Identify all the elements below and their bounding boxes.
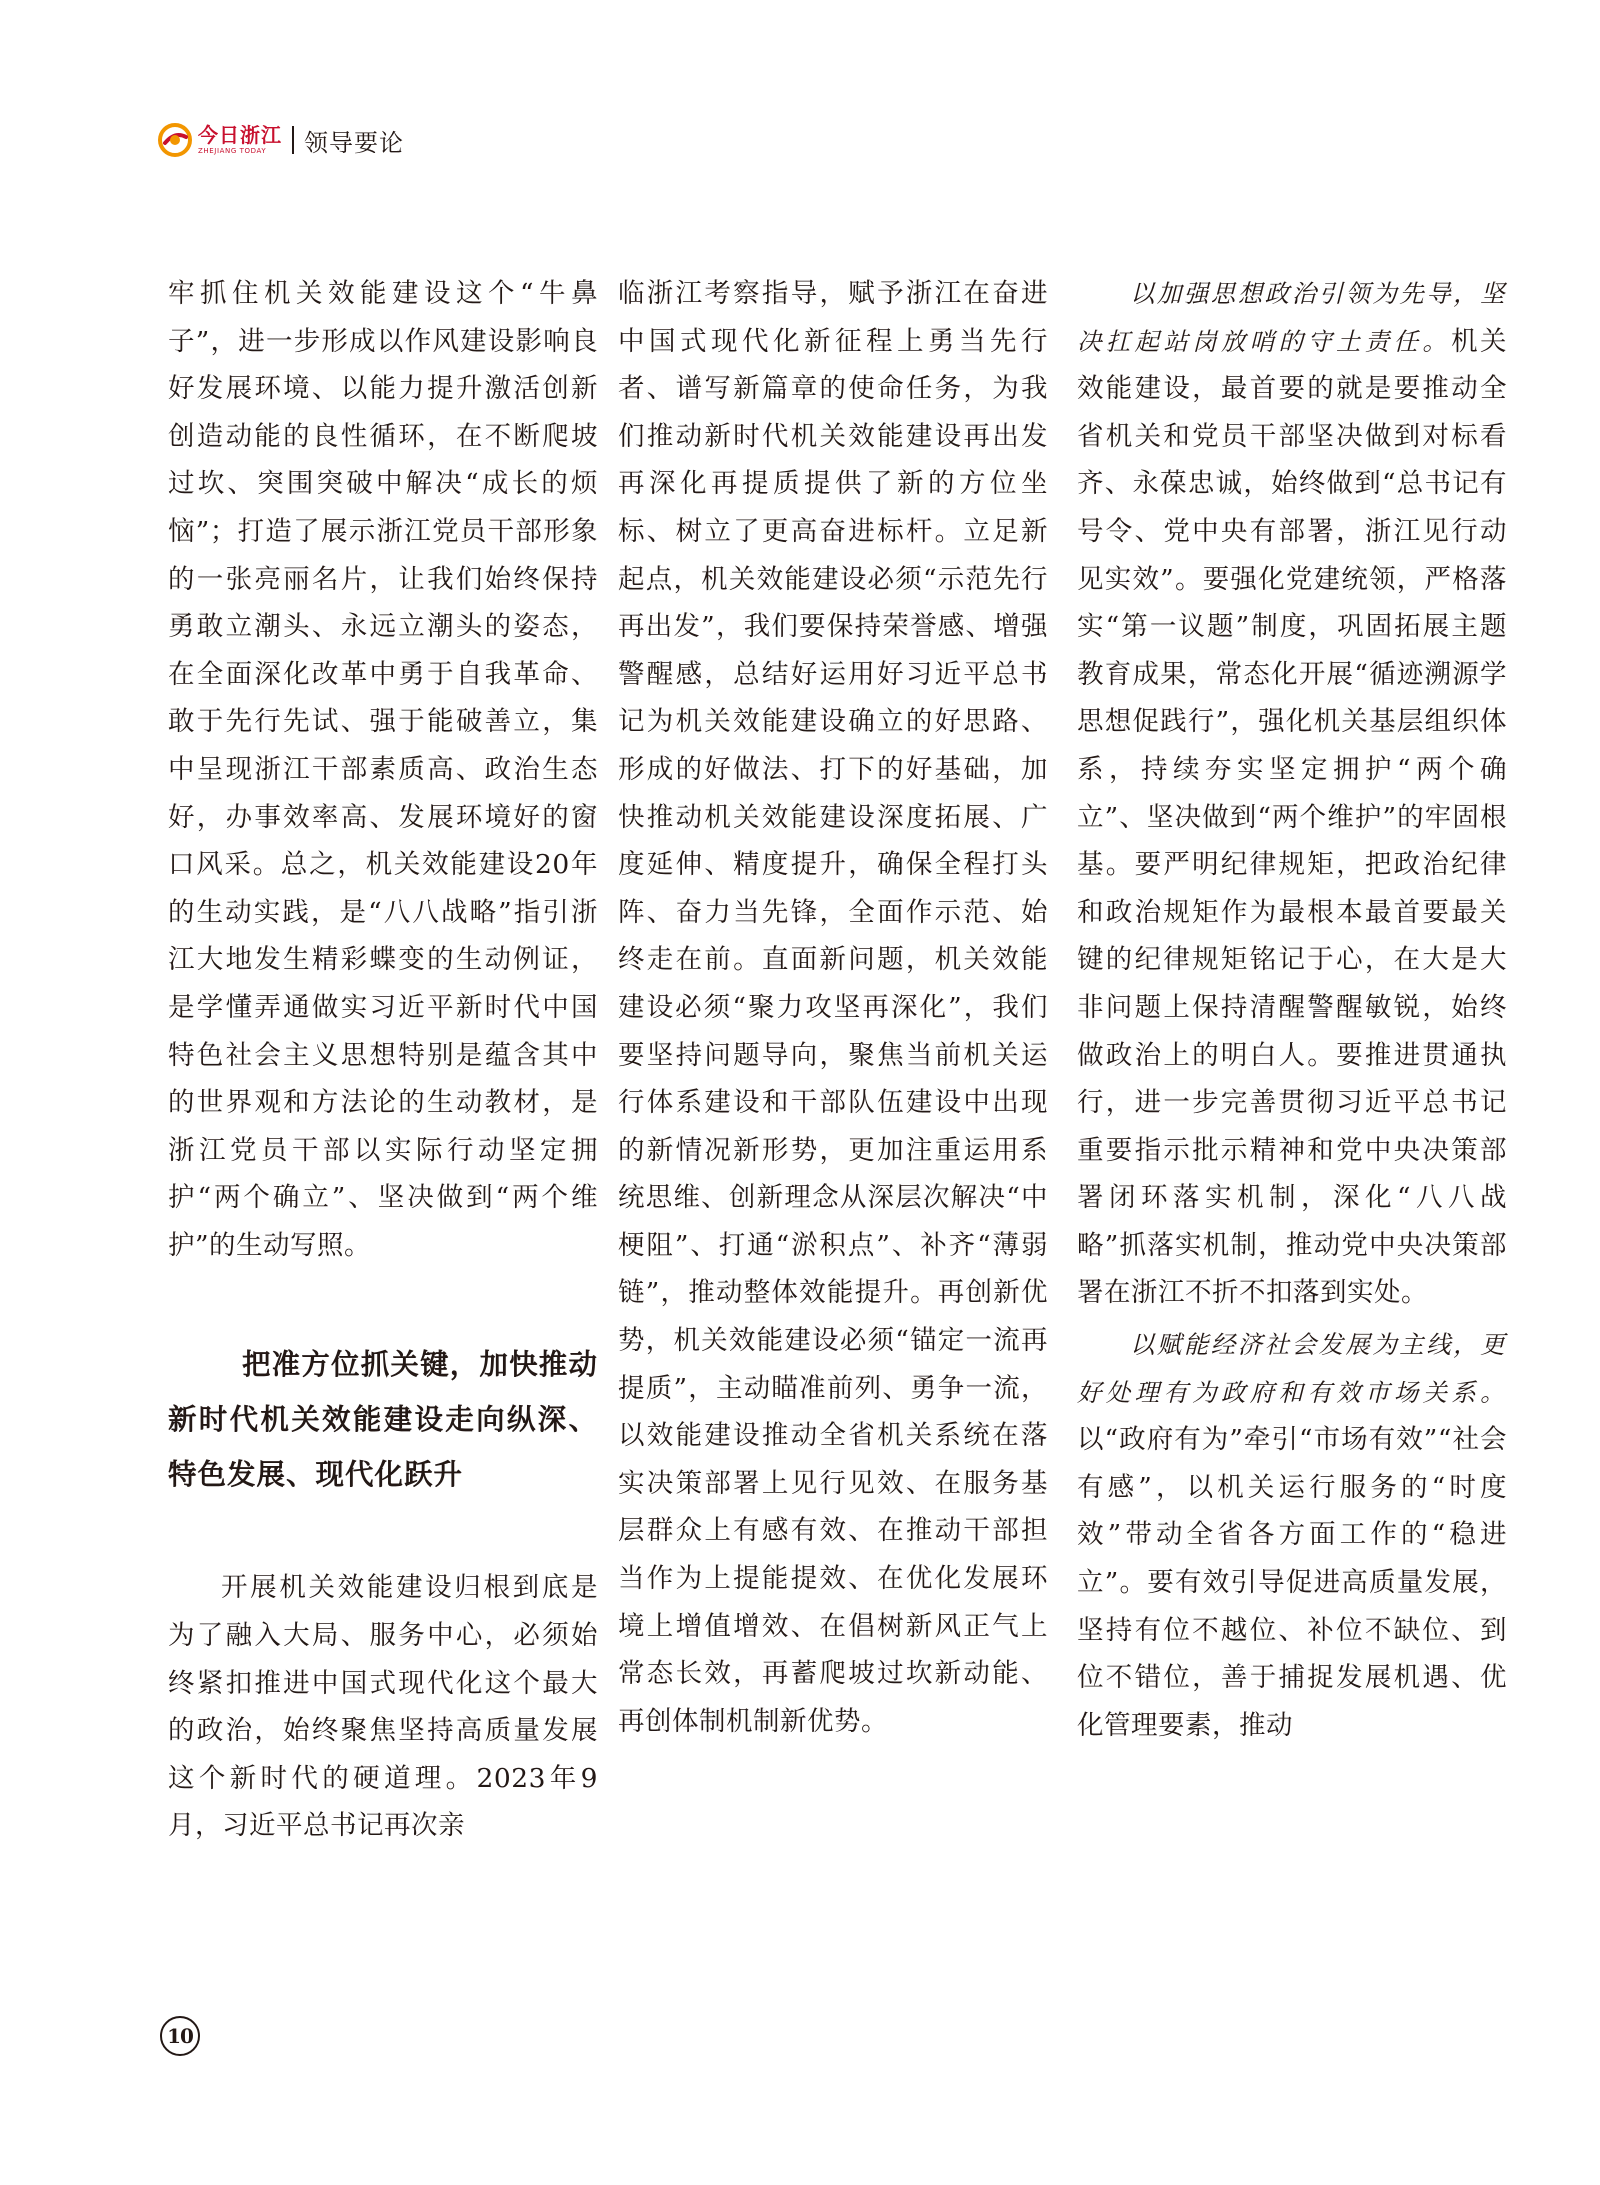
section-title: 领导要论 bbox=[304, 128, 404, 157]
column-1 bbox=[168, 270, 598, 1850]
column-3 bbox=[1077, 270, 1507, 1749]
column-2 bbox=[618, 270, 1048, 1745]
paragraph-body: 以“政府有为”牵引“市场有效”“社会有感”，以机关运行服务的“时度效”带动全省各方面工作的“稳进立”。要有效引导促进高质量发展，坚持有位不越位、补位不缺位、到位不错位，善于捕捉发展机遇、优化管理要素，推动 bbox=[1077, 1424, 1507, 1741]
paragraph: 开展机关效能建设归根到底是为了融入大局、服务中心，必须始终紧扣推进中国式现代化这个最大的政治，始终聚焦坚持高质量发展这个新时代的硬道理。2023年9月，习近平总书记再次亲 bbox=[168, 1572, 598, 1842]
paragraph: 牢抓住机关效能建设这个“牛鼻子”，进一步形成以作风建设影响良好发展环境、以能力提升激活创新创造动能的良性循环，在不断爬坡过坎、突围突破中解决“成长的烦恼”；打造了展示浙江党员干部形象的一张亮丽名片，让我们始终保持勇敢立潮头、永远立潮头的姿态，在全面深化改革中勇于自我革命、敢于先行先试、强于能破善立，集中呈现浙江干部素质高、政治生态好，办事效率高、发展环境好的窗口风采。总之，机关效能建设20年的生动实践，是“八八战略”指引浙江大地发生精彩蝶变的生动例证，是学懂弄通做实习近平新时代中国特色社会主义思想特别是蕴含其中的世界观和方法论的生动教材，是浙江党员干部以实际行动坚定拥护“两个确立”、坚决做到“两个维护”的生动写照。 bbox=[168, 278, 598, 1261]
logo-subtitle: ZHEJIANG TODAY bbox=[198, 147, 267, 155]
section-heading: 把准方位抓关键，加快推动新时代机关效能建设走向纵深、特色发展、现代化跃升 bbox=[168, 1348, 598, 1492]
page-header bbox=[158, 118, 404, 162]
lead-phrase: 以加强思想政治引领为先导，坚决扛起站岗放哨的守土责任。 bbox=[1077, 279, 1507, 356]
lead-phrase: 以赋能经济社会发展为主线，更好处理有为政府和有效市场关系。 bbox=[1077, 1330, 1507, 1407]
paragraph: 临浙江考察指导，赋予浙江在奋进中国式现代化新征程上勇当先行者、谱写新篇章的使命任务，为我们推动新时代机关效能建设再出发再深化再提质提供了新的方位坐标、树立了更高奋进标杆。立足新起点，机关效能建设必须“示范先行再出发”，我们要保持荣誉感、增强警醒感，总结好运用好习近平总书记为机关效能建设确立的好思路、形成的好做法、打下的好基础，加快推动机关效能建设深度拓展、广度延伸、精度提升，确保全程打头阵、奋力当先锋，全面作示范、始终走在前。直面新问题，机关效能建设必须“聚力攻坚再深化”，我们要坚持问题导向，聚焦当前机关运行体系建设和干部队伍建设中出现的新情况新形势，更加注重运用系统思维、创新理念从深层次解决“中梗阻”、打通“淤积点”、补齐“薄弱链”，推动整体效能提升。再创新优势，机关效能建设必须“锚定一流再提质”，主动瞄准前列、勇争一流，以效能建设推动全省机关系统在落实决策部署上见行见效、在服务基层群众上有感有效、在推动干部担当作为上提能提效、在优化发展环境上增值增效、在倡树新风正气上常态长效，再蓄爬坡过坎新动能、再创体制机制新优势。 bbox=[618, 278, 1048, 1737]
zhejiang-today-logo-icon bbox=[158, 123, 192, 157]
header-divider bbox=[292, 126, 294, 154]
paragraph-with-lead bbox=[1077, 1321, 1507, 1749]
logo-title: 今日浙江 bbox=[198, 123, 282, 147]
logo-text bbox=[198, 125, 282, 155]
paragraph-body: 机关效能建设，最首要的就是要推动全省机关和党员干部坚决做到对标看齐、永葆忠诚，始终做到“总书记有号令、党中央有部署，浙江见行动见实效”。要强化党建统领，严格落实“第一议题”制度，巩固拓展主题教育成果，常态化开展“循迹溯源学思想促践行”，强化机关基层组织体系，持续夯实坚定拥护“两个确立”、坚决做到“两个维护”的牢固根基。要严明纪律规矩，把政治纪律和政治规矩作为最根本最首要最关键的纪律规矩铭记于心，在大是大非问题上保持清醒警醒敏锐，始终做政治上的明白人。要推进贯通执行，进一步完善贯彻习近平总书记重要指示批示精神和党中央决策部署闭环落实机制，深化“八八战略”抓落实机制，推动党中央决策部署在浙江不折不扣落到实处。 bbox=[1077, 325, 1508, 1309]
paragraph-with-lead bbox=[1077, 270, 1507, 1317]
page-number: 10 bbox=[160, 2016, 200, 2056]
